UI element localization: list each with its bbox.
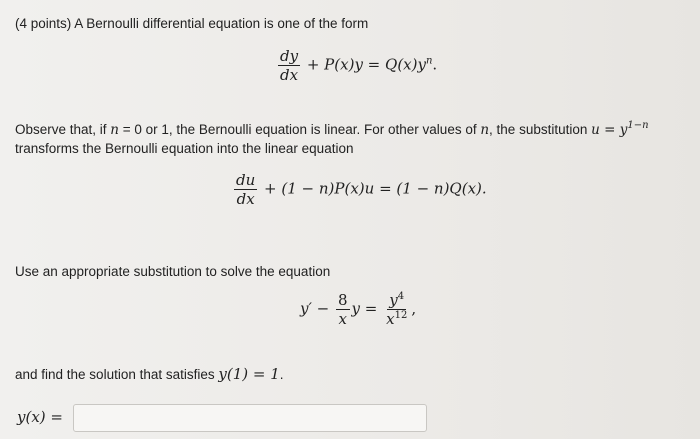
y4-over-x12-fraction: $\frac{y^4}{x^{12}}$	[386, 291, 408, 328]
use-substitution-text: Use an appropriate substitution to solve the equation	[15, 264, 331, 279]
observe-line-2: transforms the Bernoulli equation into the linear equation	[15, 141, 354, 156]
given-equation: y′ − $\frac{8}{x}$ y = $\frac{y^4}{x^{12}}$ ,	[300, 291, 417, 328]
dy-dx-fraction: $\frac{dy}{dx}$	[280, 47, 299, 84]
intro-sentence: A Bernoulli differential equation is one of the form	[71, 16, 369, 31]
bernoulli-equation: $\frac{dy}{dx}$ + $P(x)y = Q(x)y^n$.	[280, 47, 438, 84]
answer-label: y(x) =	[17, 408, 63, 426]
points-label: (4 points)	[15, 16, 72, 31]
observe-line-1: Observe that, if n = 0 or 1, the Bernoulli equation is linear. For other values of n, the substitution $u = y^{1-n}$	[15, 120, 649, 138]
find-solution-text: and find the solution that satisfies y(1) = 1.	[15, 365, 284, 383]
intro-text	[15, 15, 368, 32]
answer-input[interactable]	[73, 404, 427, 432]
eight-over-x-fraction: $\frac{8}{x}$	[337, 291, 348, 328]
du-dx-fraction: $\frac{du}{dx}$	[236, 171, 256, 208]
linear-equation: $\frac{du}{dx}$ + (1 − n)P(x)u = (1 − n)Q(x).	[236, 171, 487, 208]
